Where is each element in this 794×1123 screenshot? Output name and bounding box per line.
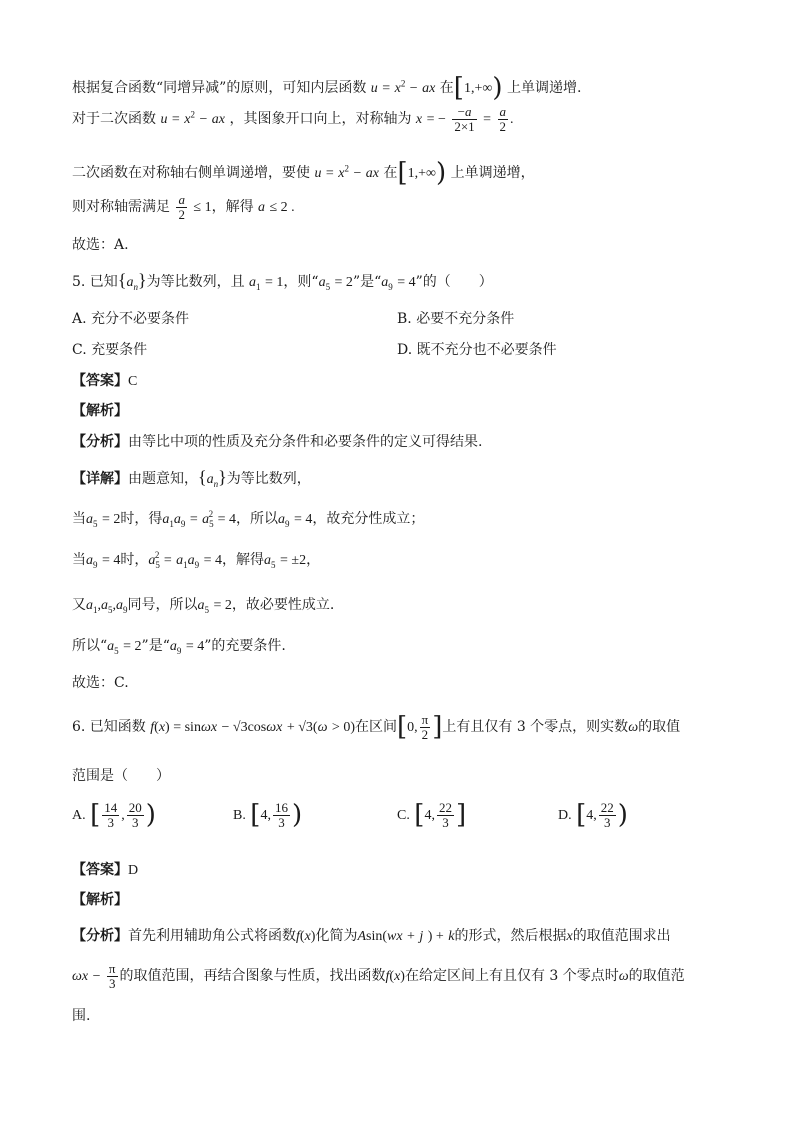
fraction: $\frac{\pi}{3}$ <box>108 961 116 991</box>
option-6d: D. [4, $\frac{22}{3}$ ) <box>558 799 628 830</box>
choice-line: 故选：A. <box>72 237 129 253</box>
option-6a: A. [ $\frac{14}{3}$ , $\frac{20}{3}$ ) <box>72 799 156 830</box>
detail-5: 【详解】由题意知，$\{a_n\}$为等比数列， <box>72 467 311 489</box>
analysis-6-line2: ωx − $\frac{\pi}{3}$ 的取值范围，再结合图象与性质，找出函数f(x)在给定区间上有且仅有 3 个零点时ω的取值范 <box>72 961 685 991</box>
fraction: $\frac{a}{2}$ <box>499 104 506 134</box>
option-b: B. 必要不充分条件 <box>397 311 515 327</box>
analysis-5: 【分析】由等比中项的性质及充分条件和必要条件的定义可得结果. <box>72 434 483 450</box>
solution-line-2: 对于二次函数 $u = x^2$ − ax ，其图象开口向上，对称轴为 x = − $\frac{-a}{2\times 1}$ = $\frac{a}{2}$ . <box>72 104 514 134</box>
detail-step-3: 又$a_1,a_5,a_9$同号，所以$a_5 = 2$，故必要性成立. <box>72 597 335 615</box>
option-d: D. 既不充分也不必要条件 <box>397 342 557 358</box>
option-c: C. 充要条件 <box>72 342 148 358</box>
analysis-6-line1: 【分析】首先利用辅助角公式将函数f(x)化简为Asin(wx + j ) + k的形式，然后根据x的取值范围求出 <box>72 928 671 944</box>
choice-line-5: 故选：C. <box>72 675 129 691</box>
solution-line-4: 则对称轴需满足 $\frac{a}{2}$ ≤ 1，解得 a ≤ 2 . <box>72 192 295 222</box>
analysis-6-line3: 围. <box>72 1008 91 1024</box>
detail-step-1: 当$a_5 = 2$时，得$a_1a_9 = a_5^2 = 4$，所以$a_9 = 4$，故充分性成立； <box>72 509 425 529</box>
question-6-cont: 范围是（ ） <box>72 768 170 784</box>
option-6b: B. [4, $\frac{16}{3}$ ) <box>233 799 303 830</box>
question-6: 6. 已知函数 f(x) = sinωx − √3cosωx + √3(ω > 0)在区间[0, $\frac{\pi}{2}$ ]上有且仅有 3 个零点，则实数ω的取值 <box>72 711 681 742</box>
answer-6: 【答案】D <box>72 862 139 878</box>
option-a: A. 充分不必要条件 <box>72 311 190 327</box>
fraction: $\frac{\pi}{2}$ <box>421 711 429 742</box>
analysis-header-5: 【解析】 <box>72 403 128 419</box>
solution-line-1: 根据复合函数“同增异减”的原则，可知内层函数 $u = x^2$ − ax 在[1,+∞) 上单调递增. <box>72 73 582 103</box>
detail-step-2: 当$a_9 = 4$时，$a_5^2 = a_1a_9 = 4$，解得$a_5 = \pm 2$， <box>72 550 321 570</box>
analysis-header-6: 【解析】 <box>72 892 128 908</box>
fraction: $\frac{a}{2}$ <box>178 192 185 222</box>
answer-5: 【答案】C <box>72 373 138 389</box>
solution-line-3: 二次函数在对称轴右侧单调递增，要使 $u = x^2$ − ax 在[1,+∞) 上单调递增， <box>72 158 535 188</box>
detail-step-4: 所以“$a_5 = 2$”是“$a_9 = 4$”的充要条件. <box>72 638 286 656</box>
fraction: $\frac{-a}{2\times 1}$ <box>454 104 475 134</box>
option-6c: C. [4, $\frac{22}{3}$ ] <box>397 799 467 830</box>
question-5: 5. 已知$\{a_n\}$为等比数列，且 $a_1 = 1$，则“$a_5 = 2$”是“$a_9 = 4$”的（ ） <box>72 270 493 292</box>
text: 根据复合函数“同增异减”的原则，可知内层函数 <box>72 80 367 96</box>
